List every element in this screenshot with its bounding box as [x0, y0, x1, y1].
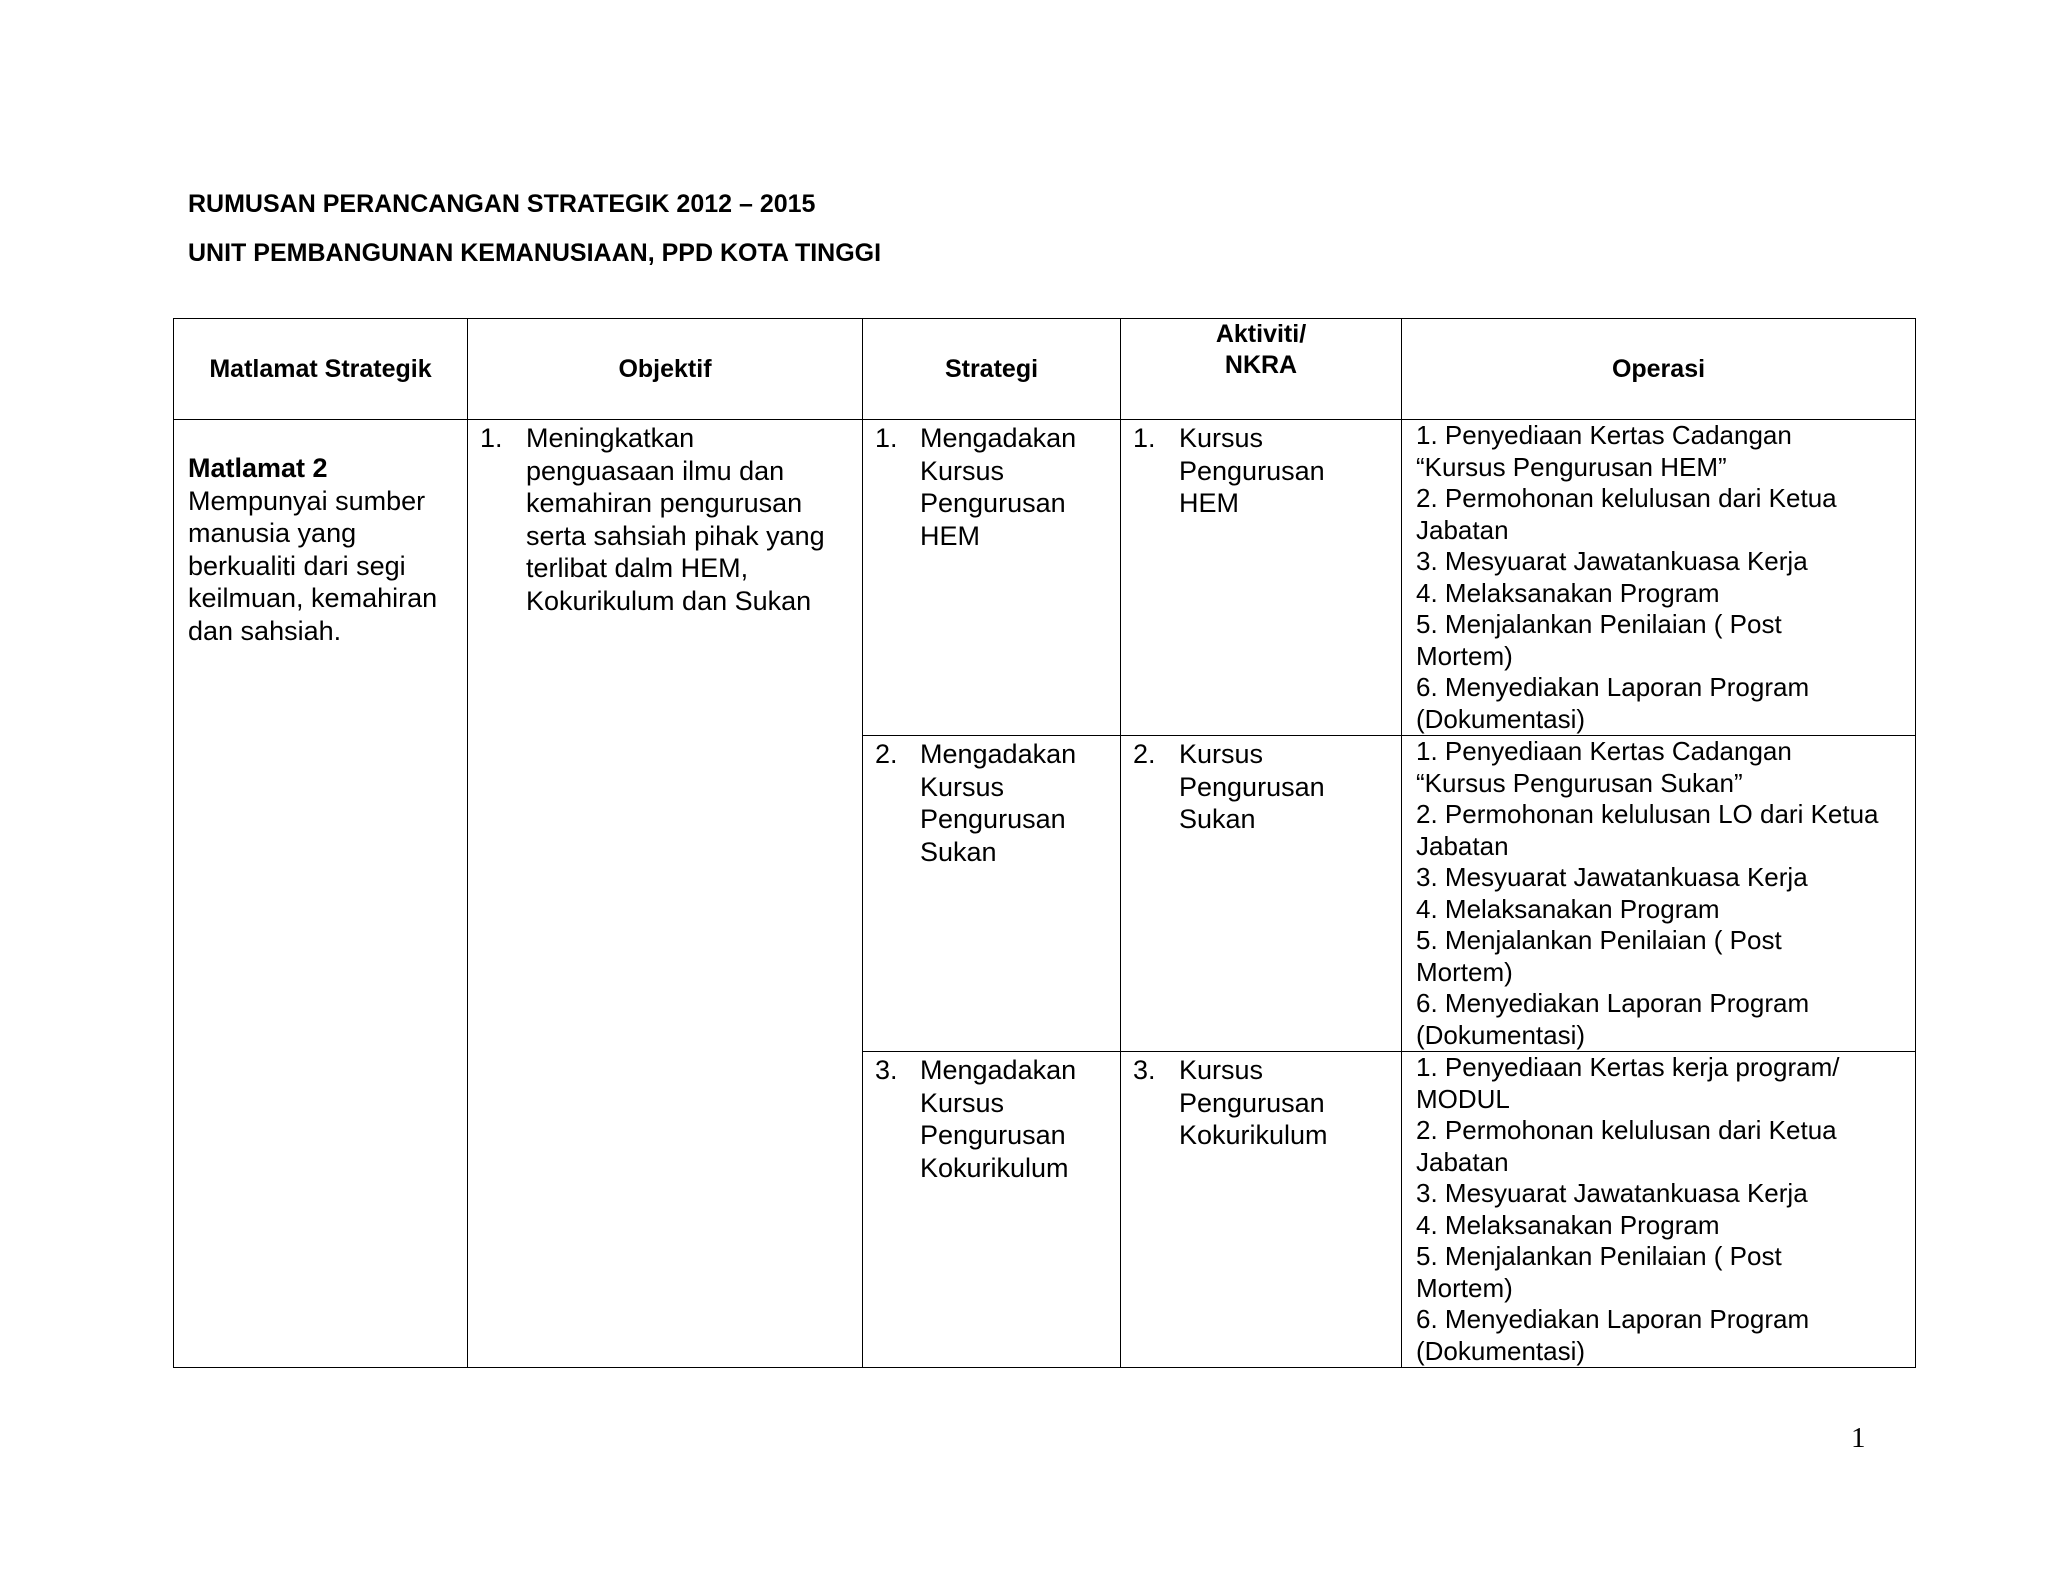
operation-line: (Dokumentasi) — [1416, 1019, 1586, 1050]
operation-line: Jabatan — [1416, 830, 1509, 861]
operation-line: 1. Penyediaan Kertas Cadangan — [1416, 420, 1792, 450]
operation-line: 4. Melaksanakan Program — [1416, 577, 1720, 608]
operation-line: 2. Permohonan kelulusan dari Ketua — [1416, 1115, 1837, 1145]
operation-line: 2. Permohonan kelulusan LO dari Ketua — [1416, 799, 1879, 829]
document-title: RUMUSAN PERANCANGAN STRATEGIK 2012 – 2015 — [188, 190, 816, 218]
column-header-aktiviti-line1: Aktiviti/ — [1215, 320, 1307, 348]
operation-line: 1. Penyediaan Kertas Cadangan — [1416, 736, 1792, 766]
operation-line: Mortem) — [1416, 640, 1513, 671]
column-header-operasi: Operasi — [1402, 319, 1916, 420]
goal-cell — [174, 420, 468, 1368]
operations-cell — [1402, 420, 1916, 736]
activity-number: 1. — [1133, 423, 1156, 453]
activity-cell — [1121, 736, 1402, 1052]
strategy-cell — [863, 736, 1121, 1052]
activity-number: 3. — [1133, 1055, 1156, 1085]
objective-text: Meningkatkan penguasaan ilmu dan kemahiran pengurusan serta sahsiah pihak yang terlibat dalm HEM, Kokurikulum dan Sukan — [526, 423, 825, 616]
operation-line: 3. Mesyuarat Jawatankuasa Kerja — [1416, 546, 1808, 576]
operation-line: 6. Menyediakan Laporan Program — [1416, 672, 1810, 702]
operation-line: Mortem) — [1416, 956, 1513, 987]
strategy-number: 1. — [875, 423, 898, 453]
activity-cell — [1121, 1052, 1402, 1368]
objective-cell — [468, 420, 863, 1368]
operation-line: 5. Menjalankan Penilaian ( Post — [1416, 925, 1782, 955]
strategy-cell — [863, 420, 1121, 736]
operation-line: “Kursus Pengurusan HEM” — [1416, 451, 1727, 482]
operation-line: 4. Melaksanakan Program — [1416, 1209, 1720, 1240]
operations-cell — [1402, 736, 1916, 1052]
operation-line: 1. Penyediaan Kertas kerja program/ — [1416, 1052, 1840, 1082]
activity-text: Kursus Pengurusan Kokurikulum — [1179, 1055, 1328, 1150]
operation-line: 6. Menyediakan Laporan Program — [1416, 1304, 1810, 1334]
column-header-aktiviti-line2: NKRA — [1224, 351, 1298, 379]
goal-description: Mempunyai sumber manusia yang berkualiti dari segi keilmuan, kemahiran dan sahsiah. — [188, 485, 438, 646]
operation-line: “Kursus Pengurusan Sukan” — [1416, 767, 1743, 798]
operation-line: 3. Mesyuarat Jawatankuasa Kerja — [1416, 1178, 1808, 1208]
operation-line: 2. Permohonan kelulusan dari Ketua — [1416, 483, 1837, 513]
strategy-text: Mengadakan Kursus Pengurusan Kokurikulum — [920, 1055, 1077, 1183]
strategy-cell — [863, 1052, 1121, 1368]
table-row — [174, 420, 1916, 736]
column-header-aktiviti — [1121, 319, 1402, 420]
objective-number: 1. — [480, 423, 503, 453]
operations-cell — [1402, 1052, 1916, 1368]
operation-line: Jabatan — [1416, 1146, 1509, 1177]
strategy-number: 3. — [875, 1055, 898, 1085]
activity-cell — [1121, 420, 1402, 736]
page-number: 1 — [1851, 1422, 1866, 1454]
operation-line: Mortem) — [1416, 1272, 1513, 1303]
table-header-row — [174, 319, 1916, 420]
operation-line: (Dokumentasi) — [1416, 1335, 1586, 1366]
activity-number: 2. — [1133, 739, 1156, 769]
goal-title: Matlamat 2 — [188, 453, 328, 483]
document-subtitle: UNIT PEMBANGUNAN KEMANUSIAAN, PPD KOTA TINGGI — [188, 239, 882, 267]
strategy-text: Mengadakan Kursus Pengurusan Sukan — [920, 739, 1077, 867]
operation-line: MODUL — [1416, 1083, 1510, 1114]
operation-line: 6. Menyediakan Laporan Program — [1416, 988, 1810, 1018]
activity-text: Kursus Pengurusan Sukan — [1179, 739, 1325, 834]
strategic-plan-table — [173, 318, 1916, 1368]
column-header-objektif: Objektif — [468, 319, 863, 420]
operation-line: (Dokumentasi) — [1416, 703, 1586, 734]
operation-line: 4. Melaksanakan Program — [1416, 893, 1720, 924]
operation-line: Jabatan — [1416, 514, 1509, 545]
column-header-strategi: Strategi — [863, 319, 1121, 420]
operation-line: 5. Menjalankan Penilaian ( Post — [1416, 609, 1782, 639]
operation-line: 5. Menjalankan Penilaian ( Post — [1416, 1241, 1782, 1271]
strategy-number: 2. — [875, 739, 898, 769]
activity-text: Kursus Pengurusan HEM — [1179, 423, 1325, 518]
column-header-matlamat: Matlamat Strategik — [174, 319, 468, 420]
operation-line: 3. Mesyuarat Jawatankuasa Kerja — [1416, 862, 1808, 892]
strategy-text: Mengadakan Kursus Pengurusan HEM — [920, 423, 1077, 551]
